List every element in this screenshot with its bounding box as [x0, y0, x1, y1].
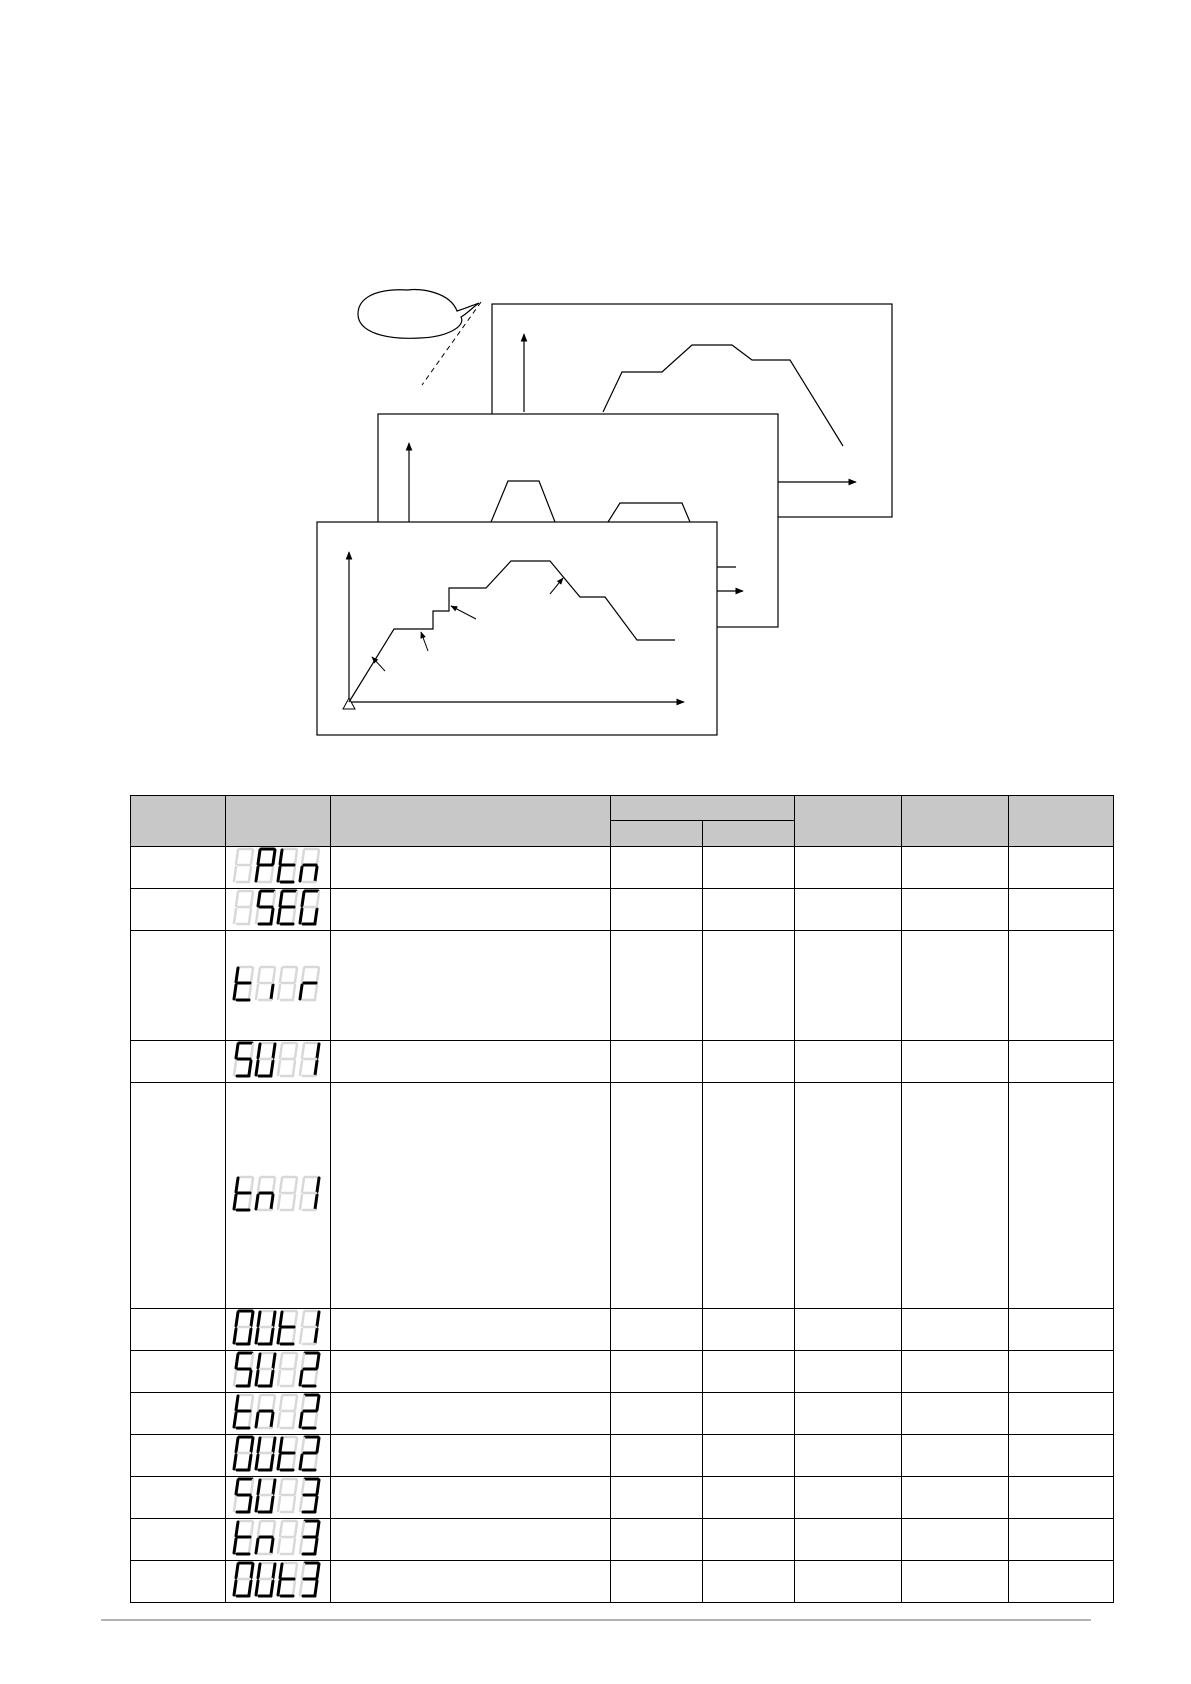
- table-cell: [703, 931, 795, 1041]
- lcd-display-cell: [226, 1041, 331, 1083]
- lcd-digit: [234, 891, 253, 924]
- footer-rule: [101, 1619, 1091, 1621]
- parameter-table: [130, 795, 1114, 1603]
- lcd-digit: [256, 1437, 275, 1470]
- table-cell: [331, 1041, 611, 1083]
- table-cell: [902, 1477, 1009, 1519]
- lcd-display-cell: [226, 931, 331, 1041]
- table-cell: [131, 889, 226, 931]
- table-cell: [795, 1309, 902, 1351]
- lcd-digit: [300, 1563, 319, 1596]
- table-cell: [795, 1477, 902, 1519]
- table-row: [131, 1041, 1114, 1083]
- table-row: [131, 1519, 1114, 1561]
- lcd-digit: [300, 1311, 319, 1344]
- table-cell: [611, 931, 703, 1041]
- lcd-display-cell: [226, 1351, 331, 1393]
- header-subcell: [611, 821, 703, 847]
- table-row: [131, 1435, 1114, 1477]
- header-subcell: [703, 821, 795, 847]
- table-cell: [131, 1561, 226, 1603]
- lcd-display: [232, 1477, 324, 1515]
- table-cell: [131, 1309, 226, 1351]
- table-cell: [703, 889, 795, 931]
- lcd-display-cell: [226, 1561, 331, 1603]
- header-cell: [611, 796, 795, 821]
- table-cell: [902, 889, 1009, 931]
- table-cell: [611, 1041, 703, 1083]
- table-cell: [611, 1083, 703, 1309]
- table-cell: [902, 1519, 1009, 1561]
- lcd-display: [232, 1561, 324, 1599]
- lcd-digit: [234, 1177, 253, 1210]
- lcd-digit: [300, 891, 319, 924]
- lcd-display: [232, 847, 324, 885]
- table-cell: [1009, 889, 1114, 931]
- table-cell: [611, 889, 703, 931]
- table-cell: [131, 1083, 226, 1309]
- lcd-digit: [300, 1177, 319, 1210]
- table-cell: [902, 1083, 1009, 1309]
- header-cell: [331, 796, 611, 847]
- table-cell: [131, 1519, 226, 1561]
- lcd-digit: [278, 1563, 297, 1596]
- table-row: [131, 1561, 1114, 1603]
- lcd-digit: [300, 1043, 319, 1076]
- table-cell: [795, 1435, 902, 1477]
- lcd-display: [232, 965, 324, 1003]
- lcd-digit: [278, 891, 297, 924]
- lcd-digit: [256, 1563, 275, 1596]
- lcd-digit: [234, 1563, 253, 1596]
- table-cell: [902, 1351, 1009, 1393]
- table-cell: [703, 1309, 795, 1351]
- table-cell: [1009, 1041, 1114, 1083]
- lcd-digit: [234, 849, 253, 882]
- header-cell: [131, 796, 226, 847]
- lcd-display: [232, 1041, 324, 1079]
- table-cell: [331, 1309, 611, 1351]
- table-cell: [902, 1393, 1009, 1435]
- table-cell: [795, 847, 902, 889]
- table-cell: [1009, 1309, 1114, 1351]
- table-cell: [795, 1393, 902, 1435]
- lcd-digit: [300, 849, 319, 882]
- lcd-digit: [256, 1395, 275, 1428]
- table-cell: [611, 1477, 703, 1519]
- table-cell: [131, 1041, 226, 1083]
- lcd-digit: [278, 1043, 297, 1076]
- lcd-digit: [300, 1521, 319, 1554]
- lcd-display-cell: [226, 1435, 331, 1477]
- table-cell: [703, 1477, 795, 1519]
- table-cell: [131, 1393, 226, 1435]
- lcd-digit: [234, 1479, 253, 1512]
- lcd-digit: [300, 1353, 319, 1386]
- lcd-digit: [300, 1479, 319, 1512]
- table-cell: [795, 1351, 902, 1393]
- table-cell: [611, 847, 703, 889]
- table-cell: [902, 847, 1009, 889]
- table-cell: [1009, 1435, 1114, 1477]
- table-cell: [703, 1041, 795, 1083]
- lcd-digit: [278, 1177, 297, 1210]
- lcd-digit: [256, 891, 275, 924]
- lcd-display: [232, 1309, 324, 1347]
- table-cell: [902, 1041, 1009, 1083]
- table-cell: [131, 931, 226, 1041]
- table-row: [131, 847, 1114, 889]
- table-cell: [611, 1309, 703, 1351]
- lcd-display-cell: [226, 1393, 331, 1435]
- lcd-digit: [300, 1437, 319, 1470]
- header-cell: [902, 796, 1009, 847]
- table-row: [131, 931, 1114, 1041]
- lcd-digit: [234, 1521, 253, 1554]
- table-cell: [331, 847, 611, 889]
- pattern-panel-front: [317, 522, 717, 735]
- table-cell: [611, 1435, 703, 1477]
- lcd-digit: [256, 1521, 275, 1554]
- table-row: [131, 1309, 1114, 1351]
- table-cell: [131, 847, 226, 889]
- table-cell: [795, 1083, 902, 1309]
- table-cell: [703, 847, 795, 889]
- table-cell: [611, 1519, 703, 1561]
- table-cell: [331, 1083, 611, 1309]
- table-cell: [703, 1519, 795, 1561]
- table-cell: [331, 889, 611, 931]
- table-cell: [331, 1435, 611, 1477]
- table-row: [131, 1083, 1114, 1309]
- lcd-digit: [234, 967, 253, 1000]
- header-cell: [1009, 796, 1114, 847]
- lcd-digit: [256, 849, 275, 882]
- program-pattern-diagram: [0, 0, 1191, 790]
- lcd-display-cell: [226, 889, 331, 931]
- table-cell: [902, 1435, 1009, 1477]
- table-cell: [795, 889, 902, 931]
- lcd-digit: [256, 1311, 275, 1344]
- table-cell: [703, 1083, 795, 1309]
- speech-bubble: [358, 290, 481, 385]
- table-cell: [331, 1519, 611, 1561]
- table-cell: [703, 1561, 795, 1603]
- table-cell: [611, 1351, 703, 1393]
- table-row: [131, 889, 1114, 931]
- header-cell: [226, 796, 331, 847]
- lcd-digit: [300, 1395, 319, 1428]
- table-cell: [131, 1477, 226, 1519]
- table-cell: [703, 1393, 795, 1435]
- lcd-display-cell: [226, 1309, 331, 1351]
- lcd-digit: [278, 1479, 297, 1512]
- table-cell: [902, 931, 1009, 1041]
- header-cell: [795, 796, 902, 847]
- table-cell: [1009, 1519, 1114, 1561]
- lcd-digit: [278, 1395, 297, 1428]
- table-cell: [795, 1561, 902, 1603]
- table-cell: [131, 1351, 226, 1393]
- table-cell: [331, 1477, 611, 1519]
- lcd-display: [232, 1393, 324, 1431]
- table-cell: [1009, 1351, 1114, 1393]
- lcd-digit: [256, 967, 275, 1000]
- table-row: [131, 1477, 1114, 1519]
- table-cell: [611, 1561, 703, 1603]
- table-cell: [1009, 1477, 1114, 1519]
- lcd-digit: [234, 1437, 253, 1470]
- table-cell: [1009, 931, 1114, 1041]
- table-cell: [611, 1393, 703, 1435]
- lcd-digit: [278, 1353, 297, 1386]
- table-cell: [1009, 847, 1114, 889]
- lcd-display-cell: [226, 847, 331, 889]
- lcd-display-cell: [226, 1519, 331, 1561]
- table-cell: [902, 1309, 1009, 1351]
- table-cell: [703, 1435, 795, 1477]
- table-cell: [795, 1041, 902, 1083]
- table-cell: [795, 1519, 902, 1561]
- lcd-digit: [278, 1437, 297, 1470]
- lcd-digit: [278, 1521, 297, 1554]
- table-cell: [1009, 1083, 1114, 1309]
- table-cell: [795, 931, 902, 1041]
- lcd-display: [232, 1435, 324, 1473]
- lcd-digit: [256, 1353, 275, 1386]
- lcd-digit: [256, 1479, 275, 1512]
- lcd-display: [232, 889, 324, 927]
- table-cell: [902, 1561, 1009, 1603]
- table-row: [131, 1393, 1114, 1435]
- lcd-display: [232, 1351, 324, 1389]
- table-cell: [1009, 1393, 1114, 1435]
- table-cell: [331, 1351, 611, 1393]
- table-cell: [331, 1561, 611, 1603]
- lcd-display: [232, 1519, 324, 1557]
- table-row: [131, 1351, 1114, 1393]
- lcd-digit: [234, 1395, 253, 1428]
- lcd-digit: [234, 1311, 253, 1344]
- lcd-digit: [256, 1177, 275, 1210]
- lcd-digit: [300, 967, 319, 1000]
- lcd-digit: [234, 1353, 253, 1386]
- lcd-display: [232, 1175, 324, 1213]
- table-cell: [331, 931, 611, 1041]
- lcd-digit: [278, 849, 297, 882]
- table-cell: [1009, 1561, 1114, 1603]
- lcd-digit: [256, 1043, 275, 1076]
- lcd-digit: [278, 967, 297, 1000]
- lcd-digit: [278, 1311, 297, 1344]
- lcd-display-cell: [226, 1083, 331, 1309]
- lcd-digit: [234, 1043, 253, 1076]
- table-cell: [131, 1435, 226, 1477]
- table-cell: [703, 1351, 795, 1393]
- table-cell: [331, 1393, 611, 1435]
- lcd-display-cell: [226, 1477, 331, 1519]
